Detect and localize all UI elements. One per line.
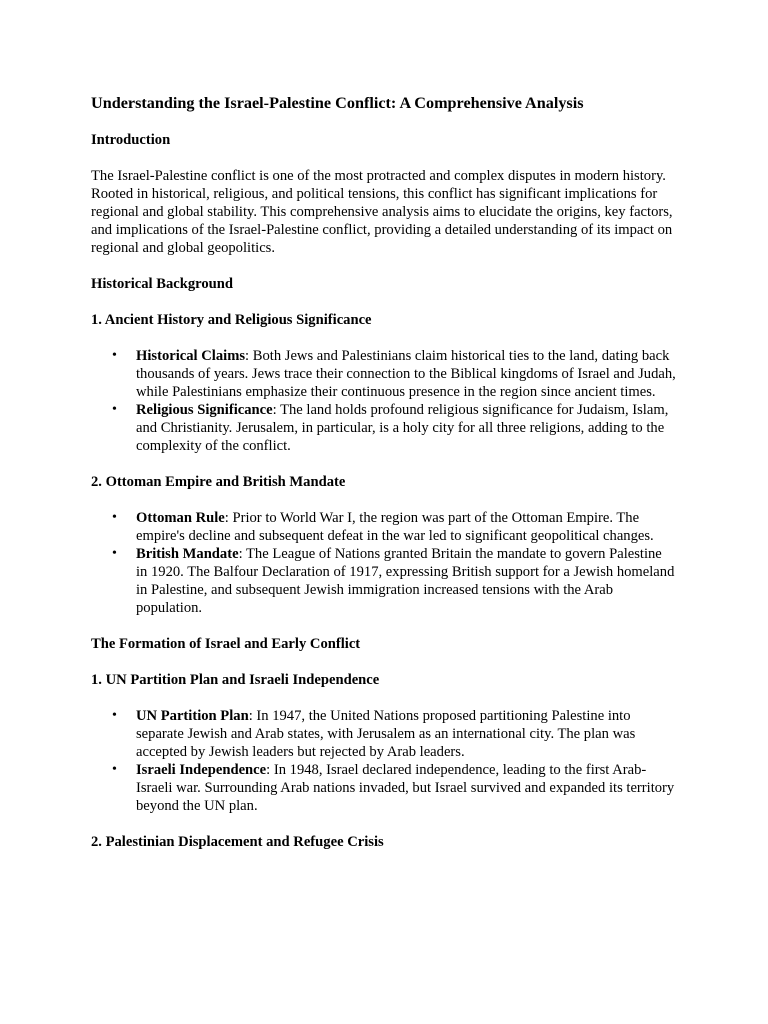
list-item (112, 401, 676, 455)
list-item-text: : The League of Nations granted Britain the mandate to govern Palestine in 1920. The Balfour Declaration of 1917, expressing British support for a Jewish homeland in Palestine, and subsequent Jewish immigration increased tensions with the Arab population. (136, 546, 675, 616)
list-item-term: Historical Claims (136, 348, 246, 364)
bullet-icon: • (112, 510, 117, 525)
subsection-heading-palestinian-displacement: 2. Palestinian Displacement and Refugee Crisis (91, 834, 384, 850)
ancient-history-list (91, 347, 676, 455)
bullet-icon: • (112, 348, 117, 363)
list-item-text: : In 1947, the United Nations proposed partitioning Palestine into separate Jewish and Arab states, with Jerusalem as an international city. The plan was accepted by Jewish leaders but rejected by Arab leaders. (136, 708, 636, 760)
section-heading-introduction: Introduction (91, 132, 171, 148)
bullet-icon: • (112, 762, 117, 777)
section-heading-formation-of-israel: The Formation of Israel and Early Conflict (91, 636, 361, 652)
list-item-text: : The land holds profound religious significance for Judaism, Islam, and Christianity. Jerusalem, in particular, is a holy city for all three religions, adding to the complexity of the conflict. (136, 402, 669, 454)
un-partition-list (91, 707, 676, 815)
subsection-heading-ancient-history: 1. Ancient History and Religious Significance (91, 312, 372, 328)
subsection-heading-un-partition: 1. UN Partition Plan and Israeli Independence (91, 672, 380, 688)
subsection-heading-ottoman-empire: 2. Ottoman Empire and British Mandate (91, 474, 346, 490)
list-item-term: Ottoman Rule (136, 510, 225, 526)
list-item-term: UN Partition Plan (136, 708, 249, 724)
intro-paragraph: The Israel-Palestine conflict is one of the most protracted and complex disputes in modern history. Rooted in historical, religious, and political tensions, this conflict has significant implications for regional and global stability. This comprehensive analysis aims to elucidate the origins, key factors, and implications of the Israel-Palestine conflict, providing a detailed understanding of its impact on regional and global geopolitics. (91, 168, 673, 256)
list-item (112, 347, 676, 401)
document-page (91, 93, 676, 869)
list-item (112, 545, 676, 617)
list-item-text: : Prior to World War I, the region was part of the Ottoman Empire. The empire's decline and subsequent defeat in the war led to significant geopolitical changes. (136, 510, 654, 544)
list-item-term: Israeli Independence (136, 762, 267, 778)
list-item-text: : Both Jews and Palestinians claim historical ties to the land, dating back thousands of years. Jews trace their connection to the Biblical kingdoms of Israel and Judah, while Palestinians emphasize their continuous presence in the region since ancient times. (136, 348, 676, 400)
document-title: Understanding the Israel-Palestine Conflict: A Comprehensive Analysis (91, 94, 584, 112)
list-item (112, 761, 676, 815)
list-item (112, 509, 676, 545)
bullet-icon: • (112, 402, 117, 417)
list-item (112, 707, 676, 761)
ottoman-empire-list (91, 509, 676, 617)
bullet-icon: • (112, 546, 117, 561)
section-heading-historical-background: Historical Background (91, 276, 234, 292)
bullet-icon: • (112, 708, 117, 723)
list-item-term: British Mandate (136, 546, 239, 562)
list-item-text: : In 1948, Israel declared independence, leading to the first Arab-Israeli war. Surrounding Arab nations invaded, but Israel survived and expanded its territory beyond the UN plan. (136, 762, 675, 814)
list-item-term: Religious Significance (136, 402, 273, 418)
